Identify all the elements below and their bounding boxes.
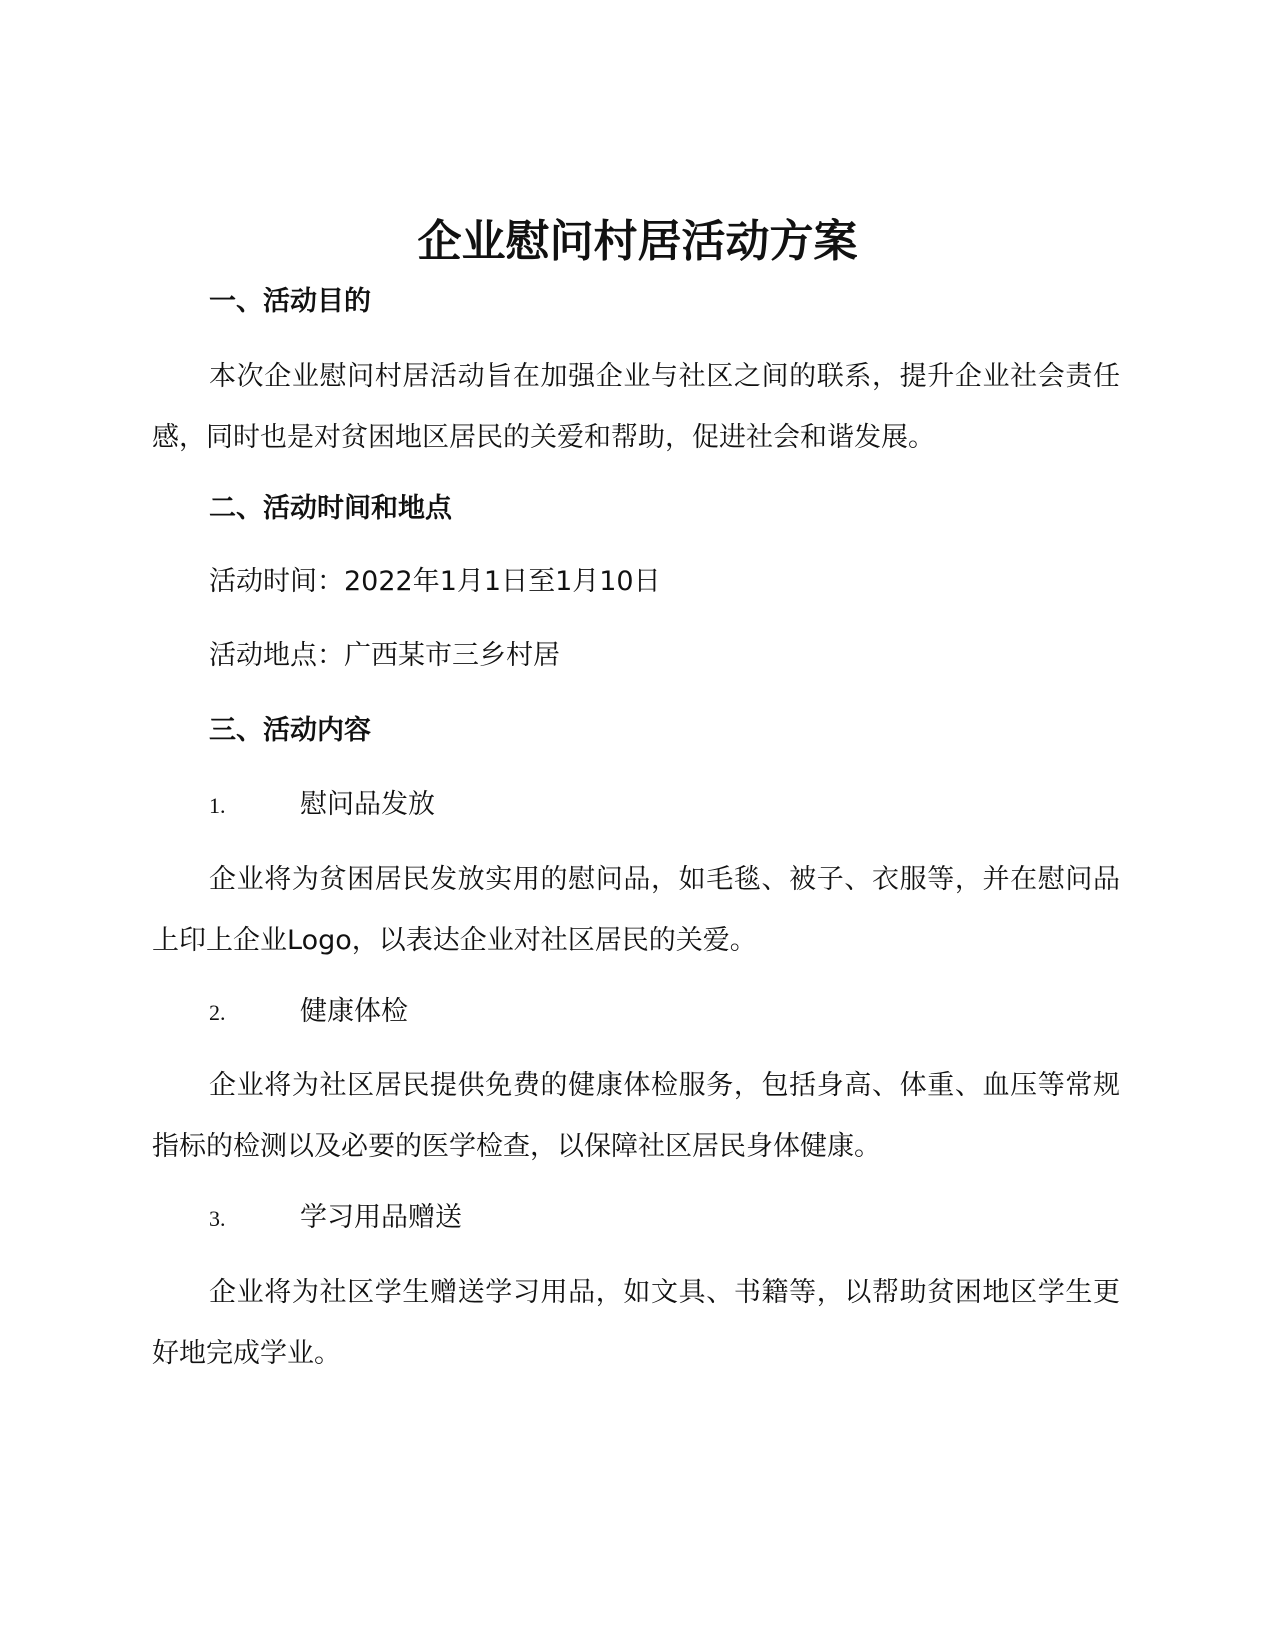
paragraph-purpose: 本次企业慰问村居活动旨在加强企业与社区之间的联系，提升企业社会责任感，同时也是对贫困地区居民的关爱和帮助，促进社会和谐发展。 xyxy=(152,361,1120,453)
list-item xyxy=(209,994,408,1031)
list-number: 2. xyxy=(209,1000,226,1025)
document-title: 企业慰问村居活动方案 xyxy=(417,216,858,267)
paragraph-gifts: 企业将为贫困居民发放实用的慰问品，如毛毯、被子、衣服等，并在慰问品上印上企业Logo，以表达企业对社区居民的关爱。 xyxy=(152,864,1120,956)
paragraph-health-check: 企业将为社区居民提供免费的健康体检服务，包括身高、体重、血压等常规指标的检测以及必要的医学检查，以保障社区居民身体健康。 xyxy=(152,1070,1120,1162)
list-title: 慰问品发放 xyxy=(300,789,435,820)
section-heading-purpose: 一、活动目的 xyxy=(209,286,371,317)
paragraph-school-supplies: 企业将为社区学生赠送学习用品，如文具、书籍等，以帮助贫困地区学生更好地完成学业。 xyxy=(152,1277,1120,1369)
list-number: 3. xyxy=(209,1206,226,1231)
section-heading-content: 三、活动内容 xyxy=(209,715,371,746)
activity-time: 活动时间：2022年1月1日至1月10日 xyxy=(209,566,661,597)
list-title: 学习用品赠送 xyxy=(300,1202,462,1233)
list-title: 健康体检 xyxy=(300,996,408,1027)
list-item xyxy=(209,1200,462,1237)
section-heading-time-place: 二、活动时间和地点 xyxy=(209,493,452,524)
list-item xyxy=(209,787,435,824)
list-number: 1. xyxy=(209,793,226,818)
activity-place: 活动地点：广西某市三乡村居 xyxy=(209,640,560,671)
